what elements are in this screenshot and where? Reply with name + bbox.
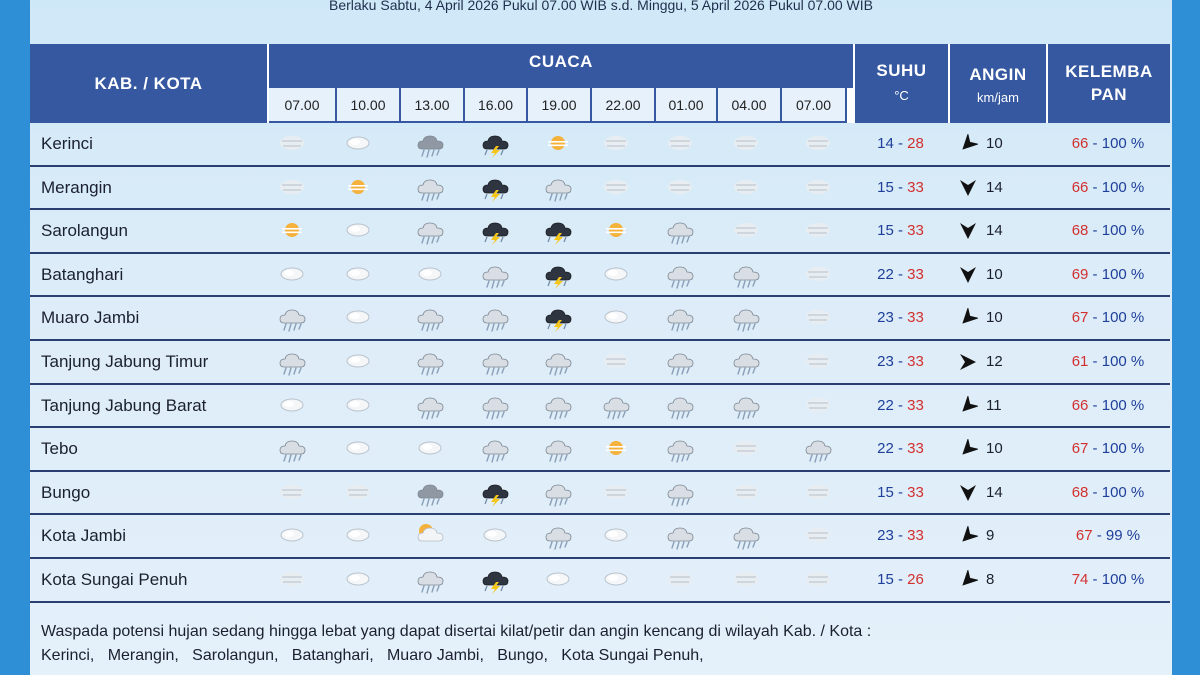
rain-icon (536, 389, 580, 421)
header-kelembapan-line1: KELEMBA (1065, 62, 1153, 81)
table-row (30, 559, 1170, 603)
haze-icon (724, 563, 768, 595)
temp-max: 33 (907, 527, 924, 545)
humidity-max: 100 % (1101, 135, 1145, 152)
rain-icon (658, 301, 702, 333)
humidity-min: 67 (1075, 527, 1093, 545)
wind-cell (948, 167, 1046, 208)
humidity-max: 100 % (1101, 352, 1145, 370)
thunder-icon (473, 563, 517, 595)
haze-icon (796, 214, 840, 246)
temp-min: 23 (877, 309, 894, 327)
humidity-range: 61 - 100 % (1071, 352, 1145, 370)
wind-cell (948, 254, 1046, 295)
table-row (30, 297, 1170, 341)
wind-speed: 14 (986, 222, 1003, 240)
wind-direction-arrow-icon (958, 134, 978, 154)
warning-text (41, 620, 871, 668)
haze-icon (336, 476, 380, 508)
wind-direction-arrow-icon (958, 265, 978, 285)
haze-icon (724, 127, 768, 159)
humidity-min: 68 (1071, 483, 1089, 501)
regency-name: Bungo (41, 482, 91, 502)
cloud-icon (594, 258, 638, 290)
regency-name: Muaro Jambi (41, 308, 140, 328)
rain-icon (270, 432, 314, 464)
cloud-icon (536, 563, 580, 595)
temp-min: 15 (877, 570, 894, 588)
cloud-icon (594, 563, 638, 595)
table-row (30, 428, 1170, 472)
humidity-max: 100 % (1101, 570, 1145, 588)
wind-direction-arrow-icon (958, 308, 978, 328)
rain-icon (536, 432, 580, 464)
regency-name: Kerinci (41, 134, 93, 153)
wind-direction-arrow-icon (958, 352, 978, 372)
time-header-1: 10.00 (337, 88, 401, 123)
humidity-range: 67 - 100 % (1071, 309, 1145, 327)
regency-name: Kota Jambi (41, 526, 127, 546)
humidity-max: 100 % (1101, 222, 1145, 240)
wind-speed: 10 (986, 135, 1003, 152)
cloud-icon (336, 563, 380, 595)
cloud-icon (594, 301, 638, 333)
table-row (30, 472, 1170, 516)
temp-min: 15 (877, 483, 894, 501)
wind-cell (948, 428, 1046, 469)
haze-icon (724, 476, 768, 508)
wind-direction-arrow-icon (958, 178, 978, 198)
wind-direction-arrow-icon (958, 570, 978, 590)
cloud-icon (336, 389, 380, 421)
rain-icon (408, 214, 452, 246)
humidity-range: 66 - 100 % (1071, 178, 1145, 196)
time-header-6: 01.00 (656, 88, 718, 123)
wind-cell (948, 210, 1046, 251)
wind-speed: 10 (986, 309, 1003, 327)
humidity-range: 67 - 100 % (1071, 440, 1145, 458)
rain-icon (536, 345, 580, 377)
rain-icon (724, 389, 768, 421)
haze-icon (796, 563, 840, 595)
rain-icon (408, 345, 452, 377)
wind-cell (948, 123, 1046, 164)
thunder-icon (536, 258, 580, 290)
cloud-icon (336, 214, 380, 246)
warning-line-1: Waspada potensi hujan sedang hingga lebat yang dapat disertai kilat/petir dan angin kencang di wilayah Kab. / Kota : (41, 623, 872, 640)
regency-name: Merangin (41, 177, 112, 197)
rain-icon (724, 258, 768, 290)
haze-icon (658, 127, 702, 159)
cloud-icon (408, 432, 452, 464)
thunder-icon (473, 171, 517, 203)
wind-speed: 10 (986, 265, 1003, 283)
humidity-min: 68 (1071, 222, 1089, 240)
rain-icon (408, 389, 452, 421)
header-cuaca (269, 44, 853, 123)
humidity-range: 67 - 99 % (1075, 527, 1141, 545)
cloud-icon (270, 258, 314, 290)
temperature-range: 22 - 33 (877, 265, 924, 283)
rain-icon (473, 301, 517, 333)
humidity-min: 67 (1071, 440, 1089, 458)
temp-max: 33 (907, 222, 924, 240)
rain-icon (473, 389, 517, 421)
rain-icon (594, 389, 638, 421)
thunder-icon (536, 301, 580, 333)
rain-icon (658, 519, 702, 551)
rain-icon (658, 258, 702, 290)
time-header-5: 22.00 (592, 88, 656, 123)
thunder-icon (473, 127, 517, 159)
rain-icon (536, 171, 580, 203)
haze-icon (270, 127, 314, 159)
rain-icon (724, 301, 768, 333)
table-row (30, 167, 1170, 211)
rain-icon (536, 519, 580, 551)
temperature-range: 22 - 33 (877, 396, 924, 414)
rain-icon (724, 519, 768, 551)
cloud-icon (594, 519, 638, 551)
table-row (30, 385, 1170, 429)
humidity-min: 61 (1071, 352, 1089, 370)
temp-max: 28 (907, 135, 924, 152)
wind-cell (948, 472, 1046, 513)
humidity-max: 100 % (1101, 309, 1145, 327)
regency-name: Tanjung Jabung Barat (41, 395, 207, 415)
table-row (30, 123, 1170, 167)
regency-name: Tebo (41, 439, 78, 459)
sun-cloud-icon (408, 519, 452, 551)
rain-icon (724, 345, 768, 377)
warning-line-2: Kerinci, Merangin, Sarolangun, Batanghari, Muaro Jambi, Bungo, Kota Sungai Penuh, (41, 647, 704, 664)
time-header-3: 16.00 (465, 88, 528, 123)
wind-direction-arrow-icon (958, 526, 978, 546)
humidity-max: 100 % (1101, 483, 1145, 501)
header-suhu (853, 44, 948, 123)
time-header-4: 19.00 (528, 88, 592, 123)
humidity-min: 69 (1071, 265, 1089, 283)
humidity-min: 67 (1071, 309, 1089, 327)
humidity-max: 99 % (1105, 527, 1141, 545)
sun-haze-icon (270, 214, 314, 246)
wind-direction-arrow-icon (958, 396, 978, 416)
forecast-table (30, 123, 1170, 603)
cloud-icon (336, 432, 380, 464)
header-angin (948, 44, 1046, 123)
header-cuaca-label: CUACA (529, 52, 593, 71)
temp-min: 22 (877, 265, 894, 283)
wind-cell (948, 341, 1046, 382)
haze-icon (796, 519, 840, 551)
rain-heavy-icon (408, 476, 452, 508)
wind-speed: 8 (986, 570, 995, 588)
rain-icon (796, 432, 840, 464)
haze-icon (724, 214, 768, 246)
temp-min: 23 (877, 352, 894, 370)
regency-name: Kota Sungai Penuh (41, 569, 188, 589)
rain-icon (270, 301, 314, 333)
rain-icon (658, 432, 702, 464)
haze-icon (270, 563, 314, 595)
temp-max: 33 (907, 396, 924, 414)
wind-cell (948, 515, 1046, 556)
cloud-icon (336, 301, 380, 333)
wind-cell (948, 297, 1046, 338)
time-header-0: 07.00 (269, 88, 337, 123)
temp-max: 26 (907, 570, 924, 588)
temp-min: 15 (877, 178, 894, 196)
wind-cell (948, 559, 1046, 600)
wind-speed: 12 (986, 352, 1003, 370)
haze-icon (270, 171, 314, 203)
temp-min: 23 (877, 527, 894, 545)
temperature-range: 15 - 33 (877, 483, 924, 501)
temp-max: 33 (907, 309, 924, 327)
wind-speed: 11 (986, 396, 1002, 414)
cloud-icon (270, 389, 314, 421)
temperature-range: 23 - 33 (877, 309, 924, 327)
rain-icon (658, 476, 702, 508)
humidity-max: 100 % (1101, 178, 1145, 196)
wind-direction-arrow-icon (958, 483, 978, 503)
temp-max: 33 (907, 178, 924, 196)
table-row (30, 341, 1170, 385)
sun-haze-icon (594, 432, 638, 464)
header-kelembapan (1046, 44, 1170, 123)
thunder-icon (536, 214, 580, 246)
wind-speed: 14 (986, 178, 1003, 196)
rain-icon (658, 389, 702, 421)
header-kab-kota-label: KAB. / KOTA (94, 74, 203, 93)
humidity-min: 66 (1071, 135, 1089, 152)
haze-icon (796, 345, 840, 377)
cloud-icon (336, 519, 380, 551)
cloud-icon (270, 519, 314, 551)
header-suhu-unit: °C (894, 88, 909, 103)
rain-icon (658, 345, 702, 377)
haze-icon (796, 258, 840, 290)
thunder-icon (473, 214, 517, 246)
humidity-range: 66 - 100 % (1071, 396, 1145, 414)
wind-speed: 9 (986, 527, 995, 545)
humidity-range: 68 - 100 % (1071, 222, 1145, 240)
humidity-range: 68 - 100 % (1071, 483, 1145, 501)
table-row (30, 515, 1170, 559)
header-angin-unit: km/jam (977, 90, 1019, 105)
haze-icon (658, 171, 702, 203)
temp-min: 22 (877, 396, 894, 414)
humidity-max: 100 % (1101, 440, 1145, 458)
wind-cell (948, 385, 1046, 426)
table-row (30, 210, 1170, 254)
cloud-icon (408, 258, 452, 290)
sun-haze-icon (594, 214, 638, 246)
time-header-2: 13.00 (401, 88, 465, 123)
haze-icon (796, 389, 840, 421)
cloud-icon (336, 345, 380, 377)
rain-heavy-icon (408, 127, 452, 159)
header-angin-label: ANGIN (969, 65, 1027, 84)
cloud-icon (473, 519, 517, 551)
humidity-range: 66 - 100 % (1071, 135, 1145, 152)
rain-icon (473, 345, 517, 377)
table-row (30, 254, 1170, 298)
header-suhu-label: SUHU (876, 61, 927, 80)
haze-icon (658, 563, 702, 595)
haze-icon (796, 171, 840, 203)
time-header-7: 04.00 (718, 88, 782, 123)
haze-icon (270, 476, 314, 508)
rain-icon (408, 301, 452, 333)
validity-text: Berlaku Sabtu, 4 April 2026 Pukul 07.00 WIB s.d. Minggu, 5 April 2026 Pukul 07.00 WIB (329, 0, 873, 13)
temperature-range: 23 - 33 (877, 527, 924, 545)
haze-icon (796, 127, 840, 159)
wind-direction-arrow-icon (958, 439, 978, 459)
wind-speed: 14 (986, 483, 1003, 501)
header-kab-kota (30, 44, 269, 123)
sun-haze-icon (336, 171, 380, 203)
time-header-8: 07.00 (782, 88, 847, 123)
haze-icon (594, 171, 638, 203)
rain-icon (270, 345, 314, 377)
rain-icon (473, 258, 517, 290)
temp-min: 15 (877, 222, 894, 240)
temperature-range: 15 - 26 (877, 570, 924, 588)
temperature-range: 14 - 28 (877, 135, 924, 152)
haze-icon (594, 127, 638, 159)
thunder-icon (473, 476, 517, 508)
humidity-min: 66 (1071, 178, 1089, 196)
haze-icon (796, 476, 840, 508)
haze-icon (724, 432, 768, 464)
haze-icon (724, 171, 768, 203)
wind-direction-arrow-icon (958, 221, 978, 241)
cloud-icon (336, 258, 380, 290)
humidity-max: 100 % (1101, 396, 1145, 414)
humidity-max: 100 % (1101, 265, 1145, 283)
cloud-icon (336, 127, 380, 159)
temp-min: 14 (877, 135, 894, 152)
humidity-range: 74 - 100 % (1071, 570, 1145, 588)
haze-icon (796, 301, 840, 333)
rain-icon (408, 171, 452, 203)
humidity-range: 69 - 100 % (1071, 265, 1145, 283)
temperature-range: 15 - 33 (877, 222, 924, 240)
temperature-range: 22 - 33 (877, 440, 924, 458)
temp-max: 33 (907, 440, 924, 458)
temperature-range: 15 - 33 (877, 178, 924, 196)
temp-min: 22 (877, 440, 894, 458)
wind-speed: 10 (986, 440, 1003, 458)
humidity-min: 66 (1071, 396, 1089, 414)
rain-icon (408, 563, 452, 595)
regency-name: Tanjung Jabung Timur (41, 351, 209, 371)
header-kelembapan-line2: PAN (1090, 85, 1128, 104)
sun-haze-icon (536, 127, 580, 159)
humidity-min: 74 (1071, 570, 1089, 588)
temp-max: 33 (907, 483, 924, 501)
regency-name: Sarolangun (41, 221, 128, 241)
time-header-row (269, 88, 853, 123)
temp-max: 33 (907, 352, 924, 370)
temp-max: 33 (907, 265, 924, 283)
rain-icon (658, 214, 702, 246)
regency-name: Batanghari (41, 264, 124, 284)
haze-icon (594, 476, 638, 508)
rain-icon (473, 432, 517, 464)
temperature-range: 23 - 33 (877, 352, 924, 370)
haze-icon (594, 345, 638, 377)
rain-icon (536, 476, 580, 508)
